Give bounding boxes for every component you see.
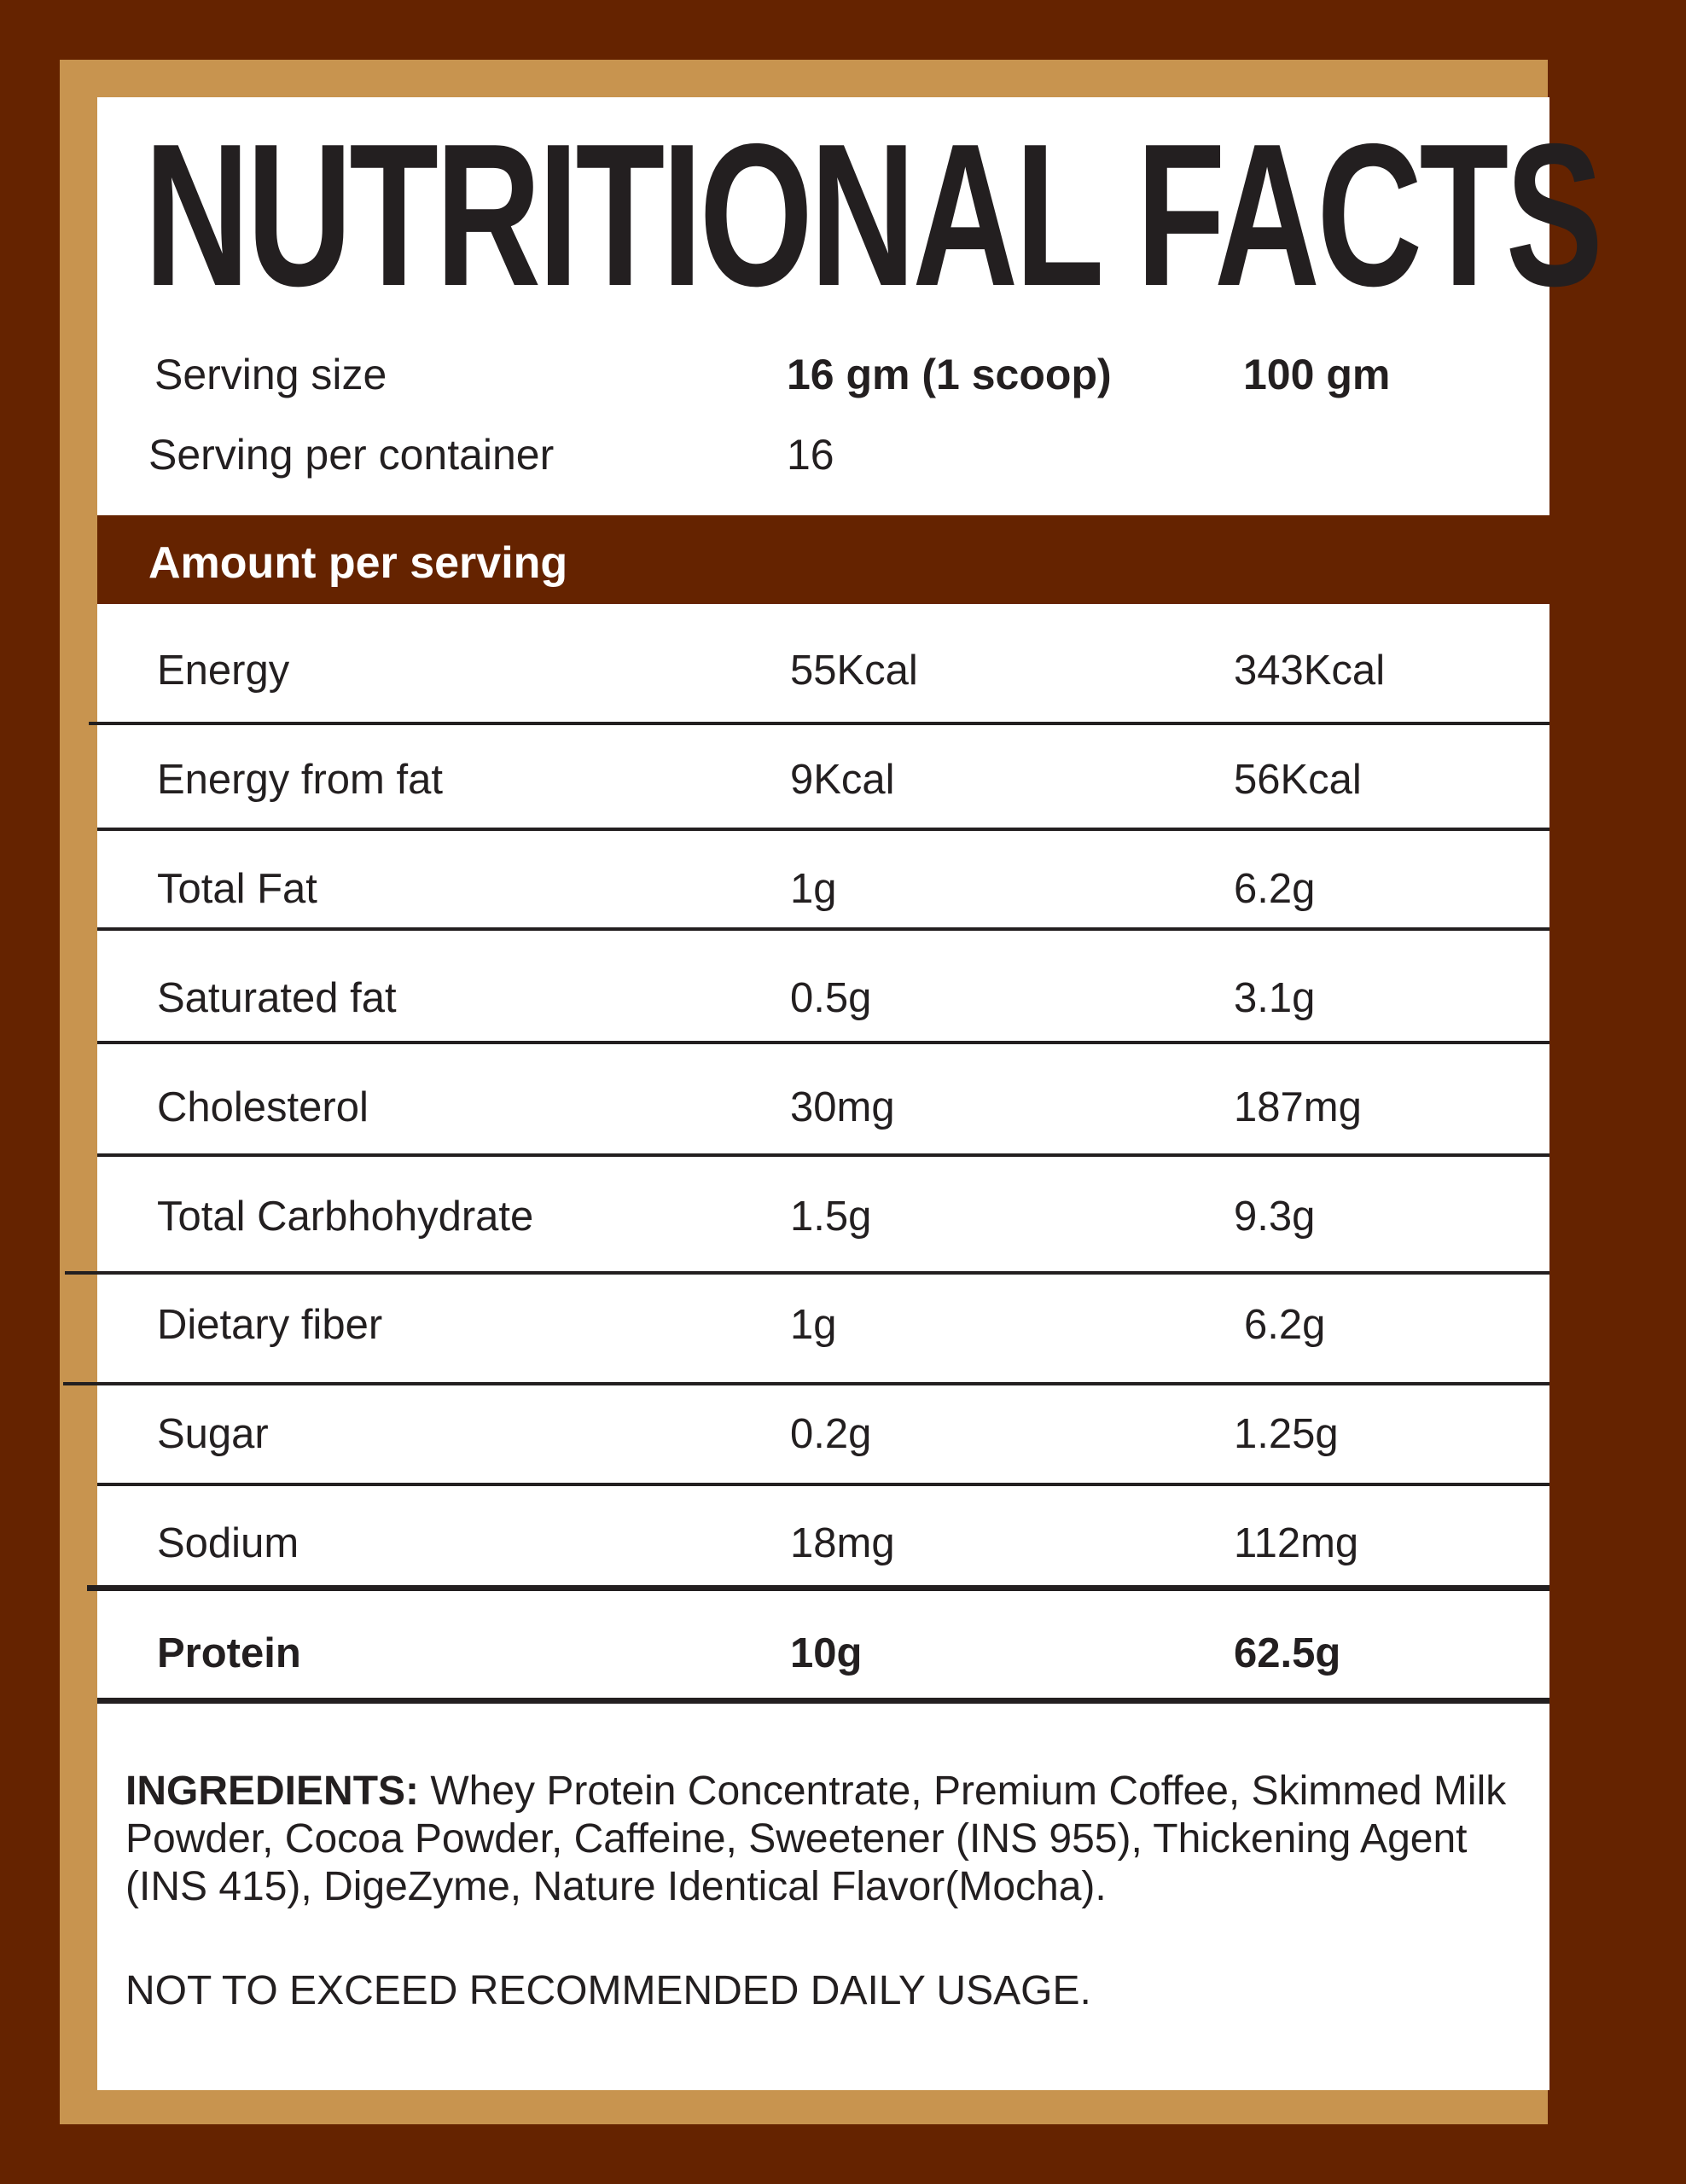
nutrient-name: Saturated fat	[157, 975, 397, 1021]
row-divider	[97, 1041, 1549, 1044]
nutrient-per-serving: 30mg	[790, 1084, 895, 1130]
nutrient-name: Dietary fiber	[157, 1302, 383, 1348]
servings-per-container-label: Serving per container	[148, 431, 555, 479]
serving-size-row	[97, 350, 1549, 401]
nutrient-per-serving: 1g	[790, 866, 837, 912]
nutrient-per-serving: 0.2g	[790, 1411, 872, 1457]
row-divider	[97, 828, 1549, 831]
nutrient-name: Sugar	[157, 1411, 269, 1457]
nutrient-name: Energy from fat	[157, 757, 443, 803]
amount-per-serving-label: Amount per serving	[148, 538, 568, 588]
nutrient-row-energy	[97, 647, 1549, 698]
row-divider	[97, 1153, 1549, 1157]
nutrient-per-serving: 9Kcal	[790, 757, 895, 803]
nutrient-name: Cholesterol	[157, 1084, 369, 1130]
nutrient-row-protein	[97, 1629, 1549, 1681]
ingredients-text: Whey Protein Concentrate, Premium Coffee, Skimmed Milk Powder, Cocoa Powder, Caffeine, Sweetener (INS 955), Thickening Agent (INS 415), DigeZyme, Nature Identical Flavor(Mocha).	[125, 1769, 1507, 1909]
nutrient-per-serving: 18mg	[790, 1520, 895, 1566]
nutrient-row-dietary-fiber	[97, 1301, 1549, 1352]
nutrient-per-serving: 55Kcal	[790, 648, 918, 694]
nutrient-per-serving: 10g	[790, 1630, 863, 1676]
nutrition-label-panel	[97, 97, 1601, 2090]
nutrient-name: Energy	[157, 648, 290, 694]
nutrient-per-100g: 6.2g	[1244, 1302, 1326, 1348]
nutrient-per-serving: 0.5g	[790, 975, 872, 1021]
usage-warning: NOT TO EXCEED RECOMMENDED DAILY USAGE.	[125, 1968, 1091, 2013]
nutrient-per-100g: 343Kcal	[1234, 648, 1386, 694]
row-divider-thick	[87, 1585, 1549, 1591]
nutrient-row-sugar	[97, 1410, 1549, 1461]
ingredients-block	[125, 1768, 1533, 1911]
nutrient-per-100g: 1.25g	[1234, 1411, 1339, 1457]
nutrient-name: Total Carbhohydrate	[157, 1194, 534, 1240]
nutrient-per-100g: 62.5g	[1234, 1630, 1341, 1676]
serving-size-100gm: 100 gm	[1243, 351, 1391, 398]
nutrient-row-energy-from-fat	[97, 756, 1549, 807]
nutrient-row-cholesterol	[97, 1083, 1549, 1135]
nutrient-per-100g: 56Kcal	[1234, 757, 1362, 803]
nutrient-row-total-fat	[97, 865, 1549, 916]
nutrient-per-100g: 3.1g	[1234, 975, 1316, 1021]
row-divider	[97, 1483, 1549, 1486]
row-divider	[89, 722, 1549, 725]
nutrient-row-total-carbohydrate	[97, 1193, 1549, 1244]
nutrient-per-serving: 1g	[790, 1302, 837, 1348]
nutrient-name: Total Fat	[157, 866, 317, 912]
amount-per-serving-header	[97, 515, 1549, 604]
serving-size-label: Serving size	[154, 351, 387, 398]
nutrient-row-saturated-fat	[97, 974, 1549, 1025]
row-divider	[97, 927, 1549, 931]
nutrient-per-100g: 187mg	[1234, 1084, 1362, 1130]
ingredients-label: INGREDIENTS:	[125, 1769, 420, 1814]
nutrient-per-100g: 6.2g	[1234, 866, 1316, 912]
nutrient-row-sodium	[97, 1519, 1549, 1571]
label-title: NUTRITIONAL FACTS	[144, 102, 1601, 328]
serving-size-scoop: 16 gm (1 scoop)	[787, 351, 1112, 398]
servings-per-container-value: 16	[787, 431, 834, 479]
nutrient-per-serving: 1.5g	[790, 1194, 872, 1240]
row-divider	[63, 1382, 1549, 1385]
table-bottom-rule	[97, 1698, 1549, 1704]
nutrient-per-100g: 112mg	[1234, 1520, 1359, 1566]
nutrient-name: Protein	[157, 1630, 301, 1676]
servings-per-container-row	[97, 430, 1549, 481]
nutrient-per-100g: 9.3g	[1234, 1194, 1316, 1240]
row-divider	[65, 1271, 1549, 1275]
nutrient-name: Sodium	[157, 1520, 299, 1566]
